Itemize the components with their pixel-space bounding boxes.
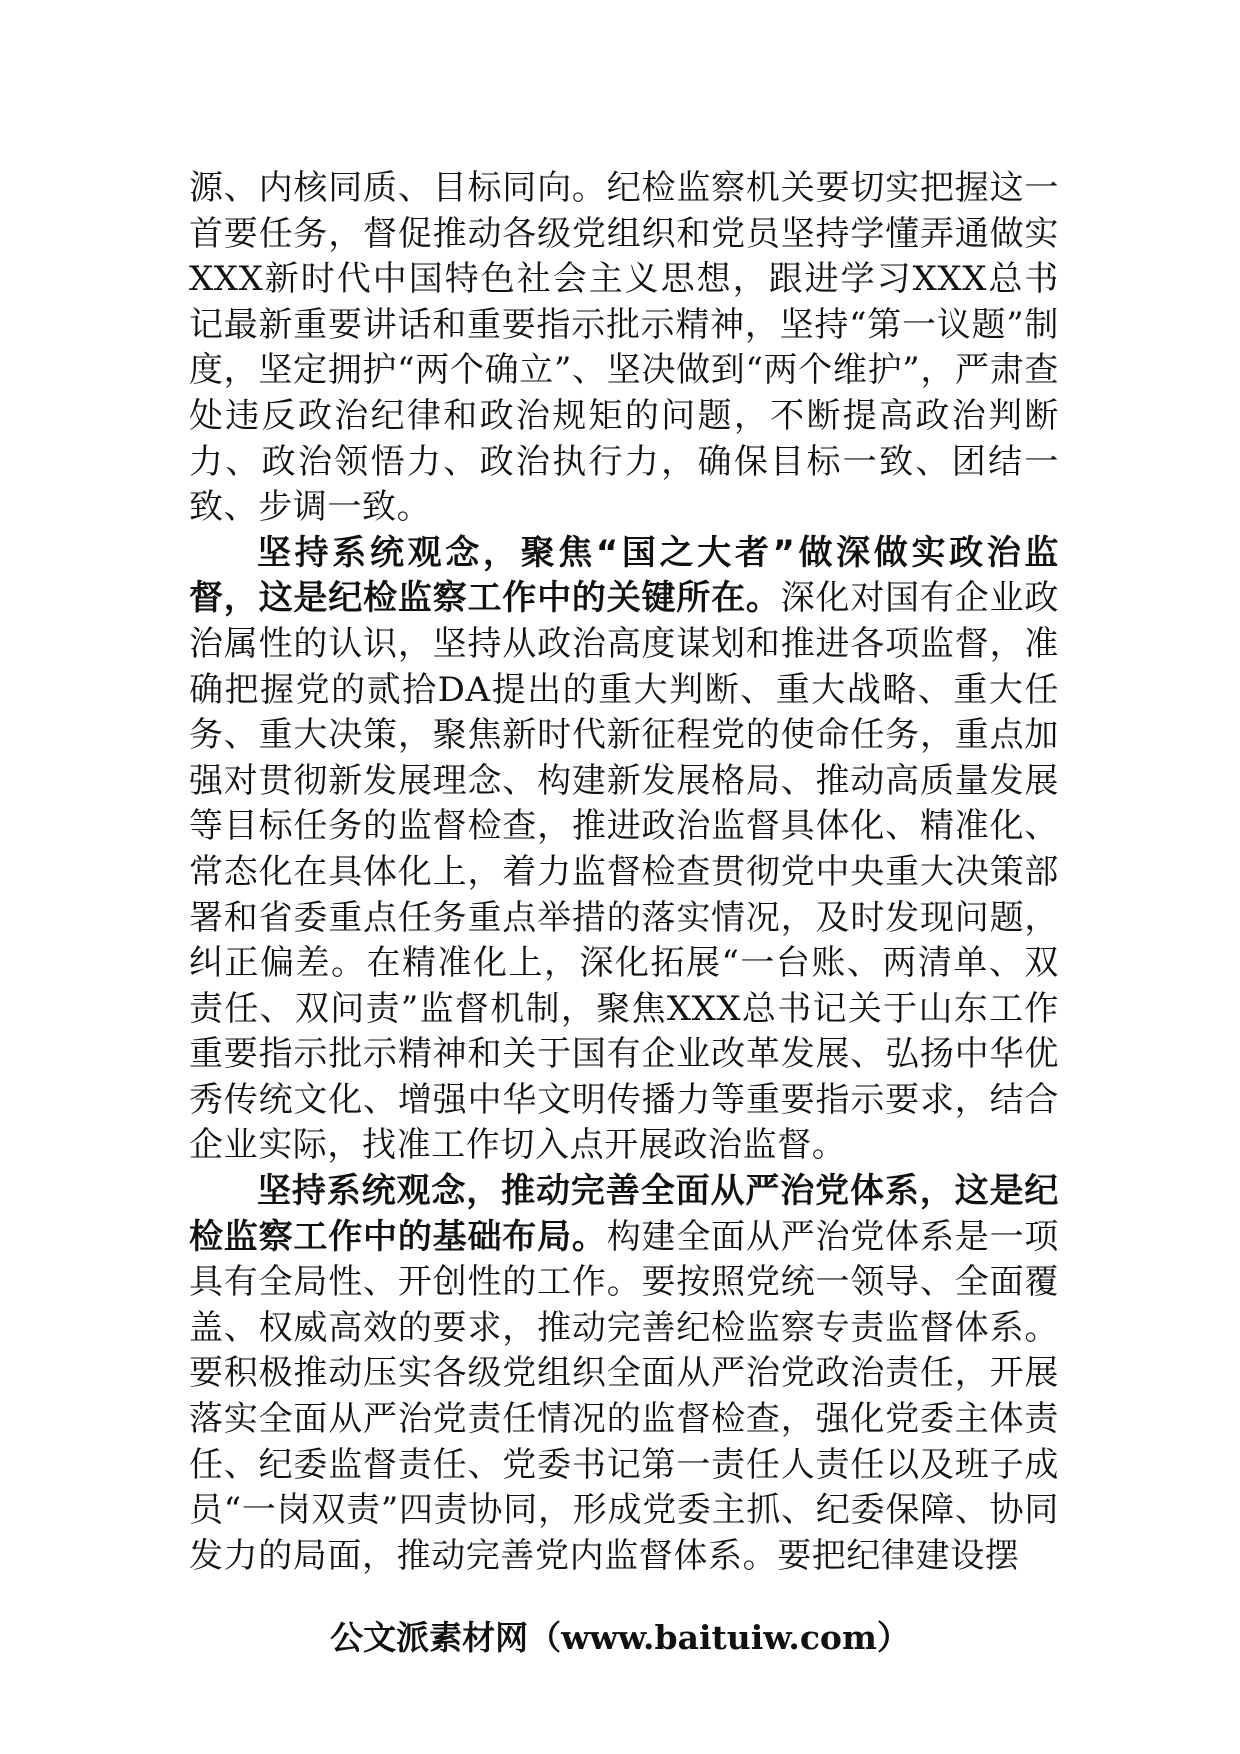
paragraph-2-text: 深化对国有企业政治属性的认识，坚持从政治高度谋划和推进各项监督，准确把握党的贰拾DA提出的重大判断、重大战略、重大任务、重大决策，聚焦新时代新征程党的使命任务，重点加强对贯彻新发展理念、构建新发展格局、推动高质量发展等目标任务的监督检查，推进政治监督具体化、精准化、常态化在具体化上，着力监督检查贯彻党中央重大决策部署和省委重点任务重点举措的落实情况，及时发现问题，纠正偏差。在精准化上，深化拓展“一台账、两清单、双责任、双问责”监督机制，聚焦XXX总书记关于山东工作重要指示批示精神和关于国有企业改革发展、弘扬中华优秀传统文化、增强中华文明传播力等重要指示要求，结合企业实际，找准工作切入点开展政治监督。 xyxy=(189,578,1059,1166)
paragraph-2 xyxy=(189,531,1059,1169)
page-footer: 公文派素材网（www.baituiw.com） xyxy=(330,1618,910,1657)
document-body xyxy=(189,166,1059,1579)
paragraph-1-text: 源、内核同质、目标同向。纪检监察机关要切实把握这一首要任务，督促推动各级党组织和党员坚持学懂弄通做实XXX新时代中国特色社会主义思想，跟进学习XXX总书记最新重要讲话和重要指示批示精神，坚持“第一议题”制度，坚定拥护“两个确立”、坚决做到“两个维护”，严肃查处违反政治纪律和政治规矩的问题，不断提高政治判断力、政治领悟力、政治执行力，确保目标一致、团结一致、步调一致。 xyxy=(189,168,1059,528)
paragraph-2-lead: 坚持系统观念，聚焦“国之大者”做深做实政治监督，这是纪检监察工作中的关键所在。 xyxy=(189,532,1059,619)
paragraph-3-lead: 坚持系统观念，推动完善全面从严治党体系，这是纪检监察工作中的基础布局。 xyxy=(189,1171,1059,1257)
paragraph-1 xyxy=(189,166,1059,531)
paragraph-3-text: 构建全面从严治党体系是一项具有全局性、开创性的工作。要按照党统一领导、全面覆盖、权威高效的要求，推动完善纪检监察专责监督体系。要积极推动压实各级党组织全面从严治党政治责任，开展落实全面从严治党责任情况的监督检查，强化党委主体责任、纪委监督责任、党委书记第一责任人责任以及班子成员“一岗双责”四责协同，形成党委主抓、纪委保障、协同发力的局面，推动完善党内监督体系。要把纪律建设摆 xyxy=(189,1216,1059,1576)
paragraph-3 xyxy=(189,1169,1059,1579)
